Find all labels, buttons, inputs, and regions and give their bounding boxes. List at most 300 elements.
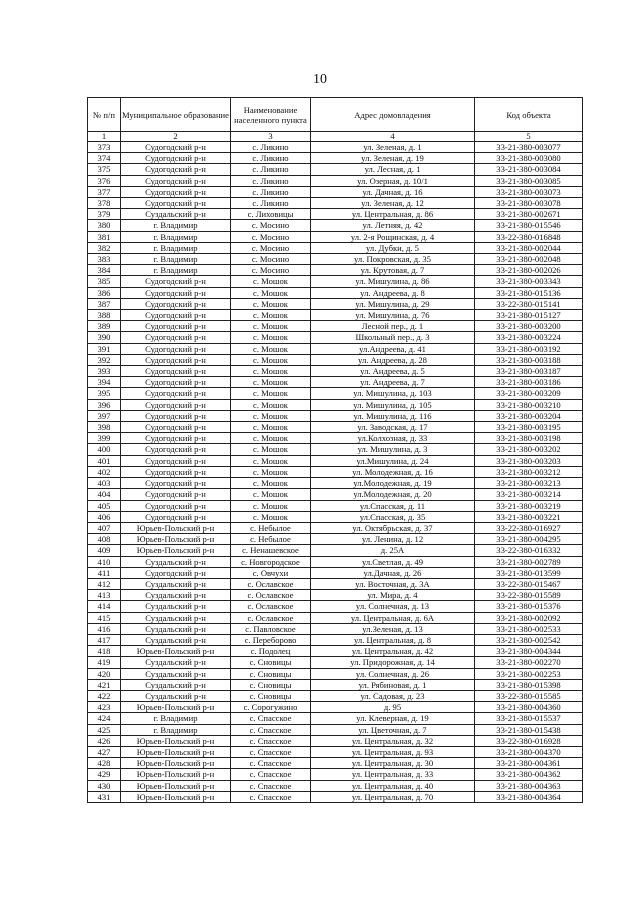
header-num: № п/п <box>88 98 121 132</box>
header-object-code: Код объекта <box>475 98 583 132</box>
row-number-cell: 415 <box>88 612 121 623</box>
settlement-cell: с. Спасское <box>231 713 311 724</box>
settlement-cell: с. Ославское <box>231 590 311 601</box>
municipality-cell: Юрьев-Польский р-н <box>121 769 231 780</box>
table-row <box>88 769 583 780</box>
table-row <box>88 679 583 690</box>
address-cell: ул. Октябрьская, д. 37 <box>311 522 475 533</box>
municipality-cell: Юрьев-Польский р-н <box>121 545 231 556</box>
settlement-cell: с. Мошок <box>231 287 311 298</box>
object-code-cell: 33-21-380-003195 <box>475 422 583 433</box>
settlement-cell: с. Мошок <box>231 466 311 477</box>
municipality-cell: Судогодский р-н <box>121 567 231 578</box>
object-code-cell: 33-21-380-003213 <box>475 478 583 489</box>
row-number-cell: 417 <box>88 634 121 645</box>
table-row <box>88 612 583 623</box>
municipality-cell: Судогодский р-н <box>121 276 231 287</box>
row-number-cell: 407 <box>88 522 121 533</box>
address-cell: ул. Андреева, д. 28 <box>311 354 475 365</box>
address-cell: д. 95 <box>311 702 475 713</box>
row-number-cell: 385 <box>88 276 121 287</box>
address-cell: ул. Мишулина, д. 86 <box>311 276 475 287</box>
address-cell: ул. Дачная, д. 16 <box>311 186 475 197</box>
address-cell: ул.Молодежная, д. 20 <box>311 489 475 500</box>
address-cell: ул. Мишулина, д. 103 <box>311 388 475 399</box>
object-code-cell: 33-21-380-003204 <box>475 410 583 421</box>
settlement-cell: с. Подолец <box>231 646 311 657</box>
address-cell: ул. Заводская, д. 17 <box>311 422 475 433</box>
settlement-cell: с. Павловское <box>231 623 311 634</box>
address-cell: ул. Солнечная, д. 26 <box>311 668 475 679</box>
header-index-4: 4 <box>311 132 475 142</box>
address-cell: ул. Мишулина, д. 116 <box>311 410 475 421</box>
row-number-cell: 376 <box>88 175 121 186</box>
settlement-cell: с. Ликино <box>231 164 311 175</box>
object-code-cell: 33-21-380-003224 <box>475 332 583 343</box>
settlement-cell: с. Мосино <box>231 265 311 276</box>
settlement-cell: с. Небылое <box>231 522 311 533</box>
row-number-cell: 394 <box>88 377 121 388</box>
row-number-cell: 390 <box>88 332 121 343</box>
settlement-cell: с. Спасское <box>231 746 311 757</box>
address-cell: ул.Спасская, д. 35 <box>311 511 475 522</box>
settlement-cell: с. Мошок <box>231 310 311 321</box>
address-cell: ул. Мира, д. 4 <box>311 590 475 601</box>
row-number-cell: 400 <box>88 444 121 455</box>
table-row <box>88 209 583 220</box>
row-number-cell: 377 <box>88 186 121 197</box>
municipality-cell: г. Владимир <box>121 713 231 724</box>
settlement-cell: с. Небылое <box>231 534 311 545</box>
municipality-cell: Юрьев-Польский р-н <box>121 735 231 746</box>
municipality-cell: Судогодский р-н <box>121 186 231 197</box>
municipality-cell: Судогодский р-н <box>121 298 231 309</box>
municipality-cell: Юрьев-Польский р-н <box>121 646 231 657</box>
settlement-cell: с. Переборово <box>231 634 311 645</box>
address-cell: ул. Зеленая, д. 12 <box>311 198 475 209</box>
address-cell: ул. Солнечная, д. 13 <box>311 601 475 612</box>
municipality-cell: Судогодский р-н <box>121 478 231 489</box>
table-row <box>88 254 583 265</box>
settlement-cell: с. Мосино <box>231 231 311 242</box>
municipality-cell: Юрьев-Польский р-н <box>121 746 231 757</box>
municipality-cell: Судогодский р-н <box>121 455 231 466</box>
object-code-cell: 33-22-380-016848 <box>475 231 583 242</box>
row-number-cell: 402 <box>88 466 121 477</box>
settlement-cell: с. Мошок <box>231 298 311 309</box>
settlement-cell: с. Спасское <box>231 791 311 802</box>
municipality-cell: Судогодский р-н <box>121 410 231 421</box>
row-number-cell: 424 <box>88 713 121 724</box>
municipality-cell: Юрьев-Польский р-н <box>121 702 231 713</box>
municipality-cell: Судогодский р-н <box>121 500 231 511</box>
municipality-cell: Судогодский р-н <box>121 287 231 298</box>
page-number: 10 <box>313 72 327 87</box>
settlement-cell: с. Ликино <box>231 186 311 197</box>
settlement-cell: с. Сновицы <box>231 668 311 679</box>
table-row <box>88 298 583 309</box>
settlement-cell: с. Мошок <box>231 422 311 433</box>
municipality-cell: Судогодский р-н <box>121 489 231 500</box>
row-number-cell: 373 <box>88 142 121 153</box>
row-number-cell: 395 <box>88 388 121 399</box>
table-row <box>88 388 583 399</box>
header-address: Адрес домовладения <box>311 98 475 132</box>
row-number-cell: 430 <box>88 780 121 791</box>
row-number-cell: 404 <box>88 489 121 500</box>
object-code-cell: 33-21-380-003210 <box>475 399 583 410</box>
object-code-cell: 33-21-380-003078 <box>475 198 583 209</box>
table-row <box>88 287 583 298</box>
object-code-cell: 33-21-380-002026 <box>475 265 583 276</box>
municipality-cell: Судогодский р-н <box>121 511 231 522</box>
row-number-cell: 421 <box>88 679 121 690</box>
settlement-cell: с. Мошок <box>231 321 311 332</box>
settlement-cell: с. Новгородское <box>231 556 311 567</box>
municipality-cell: Судогодский р-н <box>121 175 231 186</box>
header-municipality: Муниципальное образование <box>121 98 231 132</box>
settlement-cell: с. Мошок <box>231 343 311 354</box>
settlement-cell: с. Спасское <box>231 769 311 780</box>
settlement-cell: с. Мошок <box>231 377 311 388</box>
address-cell: ул. Центральная, д. 40 <box>311 780 475 791</box>
address-cell: ул. Восточная, д. 3А <box>311 578 475 589</box>
address-cell: ул. Мишулина, д. 3 <box>311 444 475 455</box>
table-row <box>88 556 583 567</box>
address-cell: ул. Крутовая, д. 7 <box>311 265 475 276</box>
table-row <box>88 478 583 489</box>
municipality-cell: Судогодский р-н <box>121 444 231 455</box>
table-row <box>88 399 583 410</box>
table-row <box>88 310 583 321</box>
table-row <box>88 186 583 197</box>
municipality-cell: Юрьев-Польский р-н <box>121 758 231 769</box>
municipality-cell: Судогодский р-н <box>121 466 231 477</box>
object-code-cell: 33-22-380-016332 <box>475 545 583 556</box>
address-cell: ул. Мишулина, д. 29 <box>311 298 475 309</box>
address-cell: ул. Центральная, д. 32 <box>311 735 475 746</box>
table-row <box>88 657 583 668</box>
table-row <box>88 724 583 735</box>
object-code-cell: 33-22-380-015585 <box>475 690 583 701</box>
address-cell: ул. Центральная, д. 93 <box>311 746 475 757</box>
address-cell: ул. Андреева, д. 8 <box>311 287 475 298</box>
settlement-cell: с. Мошок <box>231 399 311 410</box>
municipality-cell: Суздальский р-н <box>121 578 231 589</box>
address-cell: ул. Центральная, д. 8 <box>311 634 475 645</box>
object-code-cell: 33-22-380-016927 <box>475 522 583 533</box>
municipality-cell: Судогодский р-н <box>121 310 231 321</box>
table-body <box>88 142 583 803</box>
address-cell: ул. Придорожная, д. 14 <box>311 657 475 668</box>
table-row <box>88 422 583 433</box>
row-number-cell: 387 <box>88 298 121 309</box>
settlement-cell: с. Мосино <box>231 242 311 253</box>
object-code-cell: 33-22-380-016928 <box>475 735 583 746</box>
table-row <box>88 175 583 186</box>
settlement-cell: с. Спасское <box>231 780 311 791</box>
object-code-cell: 33-21-380-004344 <box>475 646 583 657</box>
table-row <box>88 590 583 601</box>
address-cell: ул. Садовая, д. 23 <box>311 690 475 701</box>
object-code-cell: 33-21-380-002542 <box>475 634 583 645</box>
row-number-cell: 413 <box>88 590 121 601</box>
municipality-cell: Суздальский р-н <box>121 612 231 623</box>
row-number-cell: 429 <box>88 769 121 780</box>
table-row <box>88 220 583 231</box>
settlement-cell: с. Ославское <box>231 578 311 589</box>
row-number-cell: 412 <box>88 578 121 589</box>
municipality-cell: Судогодский р-н <box>121 332 231 343</box>
table-row <box>88 142 583 153</box>
row-number-cell: 403 <box>88 478 121 489</box>
row-number-cell: 391 <box>88 343 121 354</box>
row-number-cell: 378 <box>88 198 121 209</box>
settlement-cell: с. Мошок <box>231 354 311 365</box>
municipality-cell: Судогодский р-н <box>121 354 231 365</box>
address-cell: ул.Мишулина, д. 24 <box>311 455 475 466</box>
address-cell: ул. Центральная, д. 30 <box>311 758 475 769</box>
address-cell: ул. Покровская, д. 35 <box>311 254 475 265</box>
municipality-cell: Суздальский р-н <box>121 634 231 645</box>
address-cell: ул. Дубки, д. 5 <box>311 242 475 253</box>
row-number-cell: 397 <box>88 410 121 421</box>
object-code-cell: 33-21-380-003080 <box>475 153 583 164</box>
address-cell: ул. 2-я Рощинская, д. 4 <box>311 231 475 242</box>
table-row <box>88 623 583 634</box>
row-number-cell: 389 <box>88 321 121 332</box>
table-row <box>88 735 583 746</box>
object-code-cell: 33-21-380-003209 <box>475 388 583 399</box>
address-cell: д. 25А <box>311 545 475 556</box>
object-code-cell: 33-21-380-002253 <box>475 668 583 679</box>
municipality-cell: г. Владимир <box>121 254 231 265</box>
row-number-cell: 426 <box>88 735 121 746</box>
table-row <box>88 578 583 589</box>
table-row <box>88 242 583 253</box>
settlement-cell: с. Мошок <box>231 276 311 287</box>
table-row <box>88 198 583 209</box>
registry-table <box>87 97 583 803</box>
municipality-cell: Судогодский р-н <box>121 343 231 354</box>
header-settlement: Наименование населенного пункта <box>231 98 311 132</box>
object-code-cell: 33-21-380-003085 <box>475 175 583 186</box>
table-row <box>88 511 583 522</box>
object-code-cell: 33-21-380-015537 <box>475 713 583 724</box>
row-number-cell: 379 <box>88 209 121 220</box>
municipality-cell: Судогодский р-н <box>121 422 231 433</box>
object-code-cell: 33-21-380-004360 <box>475 702 583 713</box>
address-cell: ул. Летняя, д. 42 <box>311 220 475 231</box>
object-code-cell: 33-22-380-015467 <box>475 578 583 589</box>
table-row <box>88 276 583 287</box>
row-number-cell: 409 <box>88 545 121 556</box>
object-code-cell: 33-21-380-004362 <box>475 769 583 780</box>
row-number-cell: 375 <box>88 164 121 175</box>
object-code-cell: 33-21-380-015398 <box>475 679 583 690</box>
table-row <box>88 433 583 444</box>
table-row <box>88 377 583 388</box>
settlement-cell: с. Ликино <box>231 175 311 186</box>
table-row <box>88 601 583 612</box>
row-number-cell: 425 <box>88 724 121 735</box>
table-row <box>88 522 583 533</box>
table-row <box>88 646 583 657</box>
object-code-cell: 33-21-380-002270 <box>475 657 583 668</box>
object-code-cell: 33-21-380-015546 <box>475 220 583 231</box>
row-number-cell: 401 <box>88 455 121 466</box>
address-cell: ул. Клеверная, д. 19 <box>311 713 475 724</box>
table-row <box>88 466 583 477</box>
municipality-cell: Судогодский р-н <box>121 388 231 399</box>
address-cell: ул. Центральная, д. 42 <box>311 646 475 657</box>
address-cell: ул. Мишулина, д. 105 <box>311 399 475 410</box>
settlement-cell: с. Сновицы <box>231 679 311 690</box>
object-code-cell: 33-21-380-003221 <box>475 511 583 522</box>
object-code-cell: 33-21-380-004363 <box>475 780 583 791</box>
row-number-cell: 427 <box>88 746 121 757</box>
row-number-cell: 410 <box>88 556 121 567</box>
address-cell: ул. Центральная, д. 86 <box>311 209 475 220</box>
settlement-cell: с. Мошок <box>231 500 311 511</box>
row-number-cell: 382 <box>88 242 121 253</box>
table-row <box>88 545 583 556</box>
address-cell: Лесной пер., д. 1 <box>311 321 475 332</box>
settlement-cell: с. Мошок <box>231 332 311 343</box>
row-number-cell: 414 <box>88 601 121 612</box>
settlement-cell: с. Мосино <box>231 254 311 265</box>
address-cell: ул. Центральная, д. 33 <box>311 769 475 780</box>
object-code-cell: 33-21-380-002044 <box>475 242 583 253</box>
municipality-cell: Судогодский р-н <box>121 164 231 175</box>
settlement-cell: с. Мошок <box>231 511 311 522</box>
row-number-cell: 419 <box>88 657 121 668</box>
table-row <box>88 231 583 242</box>
object-code-cell: 33-21-380-015376 <box>475 601 583 612</box>
settlement-cell: с. Спасское <box>231 758 311 769</box>
row-number-cell: 422 <box>88 690 121 701</box>
municipality-cell: Судогодский р-н <box>121 377 231 388</box>
municipality-cell: Суздальский р-н <box>121 556 231 567</box>
table-row <box>88 321 583 332</box>
row-number-cell: 381 <box>88 231 121 242</box>
row-number-cell: 383 <box>88 254 121 265</box>
address-cell: ул. Лесная, д. 1 <box>311 164 475 175</box>
object-code-cell: 33-21-380-004364 <box>475 791 583 802</box>
table-row <box>88 265 583 276</box>
address-cell: ул. Рябиновая, д. 1 <box>311 679 475 690</box>
table-row <box>88 366 583 377</box>
row-number-cell: 393 <box>88 366 121 377</box>
row-number-cell: 418 <box>88 646 121 657</box>
settlement-cell: с. Ликино <box>231 142 311 153</box>
municipality-cell: г. Владимир <box>121 220 231 231</box>
object-code-cell: 33-21-380-003188 <box>475 354 583 365</box>
table-row <box>88 343 583 354</box>
object-code-cell: 33-21-380-003202 <box>475 444 583 455</box>
table-row <box>88 455 583 466</box>
municipality-cell: Суздальский р-н <box>121 209 231 220</box>
header-index-5: 5 <box>475 132 583 142</box>
row-number-cell: 416 <box>88 623 121 634</box>
settlement-cell: с. Мошок <box>231 433 311 444</box>
row-number-cell: 386 <box>88 287 121 298</box>
object-code-cell: 33-21-380-003214 <box>475 489 583 500</box>
object-code-cell: 33-21-380-004295 <box>475 534 583 545</box>
settlement-cell: с. Мошок <box>231 366 311 377</box>
object-code-cell: 33-21-380-015136 <box>475 287 583 298</box>
address-cell: ул. Молодежная, д. 16 <box>311 466 475 477</box>
row-number-cell: 380 <box>88 220 121 231</box>
table-row <box>88 713 583 724</box>
municipality-cell: Юрьев-Польский р-н <box>121 522 231 533</box>
municipality-cell: Юрьев-Польский р-н <box>121 534 231 545</box>
row-number-cell: 398 <box>88 422 121 433</box>
object-code-cell: 33-22-380-015589 <box>475 590 583 601</box>
settlement-cell: с. Сорогужино <box>231 702 311 713</box>
table-row <box>88 444 583 455</box>
row-number-cell: 396 <box>88 399 121 410</box>
address-cell: ул.Спасская, д. 11 <box>311 500 475 511</box>
object-code-cell: 33-21-380-003200 <box>475 321 583 332</box>
municipality-cell: г. Владимир <box>121 724 231 735</box>
header-index-1: 1 <box>88 132 121 142</box>
object-code-cell: 33-21-380-002789 <box>475 556 583 567</box>
object-code-cell: 33-21-380-003219 <box>475 500 583 511</box>
address-cell: ул.Молодежная, д. 19 <box>311 478 475 489</box>
municipality-cell: Судогодский р-н <box>121 142 231 153</box>
municipality-cell: Судогодский р-н <box>121 433 231 444</box>
table-row <box>88 567 583 578</box>
municipality-cell: г. Владимир <box>121 265 231 276</box>
object-code-cell: 33-21-380-003073 <box>475 186 583 197</box>
settlement-cell: с. Мошок <box>231 489 311 500</box>
address-cell: ул.Светлая, д. 49 <box>311 556 475 567</box>
object-code-cell: 33-21-380-004370 <box>475 746 583 757</box>
municipality-cell: Судогодский р-н <box>121 153 231 164</box>
object-code-cell: 33-21-380-003077 <box>475 142 583 153</box>
table-row <box>88 500 583 511</box>
table-row <box>88 702 583 713</box>
object-code-cell: 33-21-380-015438 <box>475 724 583 735</box>
settlement-cell: с. Спасское <box>231 735 311 746</box>
table-row <box>88 668 583 679</box>
settlement-cell: с. Сновицы <box>231 657 311 668</box>
municipality-cell: Судогодский р-н <box>121 366 231 377</box>
address-cell: Школьный пер., д. 3 <box>311 332 475 343</box>
row-number-cell: 392 <box>88 354 121 365</box>
settlement-cell: с. Спасское <box>231 724 311 735</box>
table-row <box>88 534 583 545</box>
row-number-cell: 411 <box>88 567 121 578</box>
settlement-cell: с. Ликино <box>231 153 311 164</box>
row-number-cell: 384 <box>88 265 121 276</box>
object-code-cell: 33-21-380-003084 <box>475 164 583 175</box>
municipality-cell: Суздальский р-н <box>121 657 231 668</box>
settlement-cell: с. Ликино <box>231 198 311 209</box>
settlement-cell: с. Ненашевское <box>231 545 311 556</box>
settlement-cell: с. Мошок <box>231 478 311 489</box>
municipality-cell: Суздальский р-н <box>121 623 231 634</box>
address-cell: ул. Центральная, д. 70 <box>311 791 475 802</box>
row-number-cell: 406 <box>88 511 121 522</box>
table-row <box>88 758 583 769</box>
table-row <box>88 489 583 500</box>
object-code-cell: 33-21-380-003192 <box>475 343 583 354</box>
address-cell: ул. Андреева, д. 7 <box>311 377 475 388</box>
settlement-cell: с. Мошок <box>231 388 311 399</box>
address-cell: ул. Зеленая, д. 19 <box>311 153 475 164</box>
